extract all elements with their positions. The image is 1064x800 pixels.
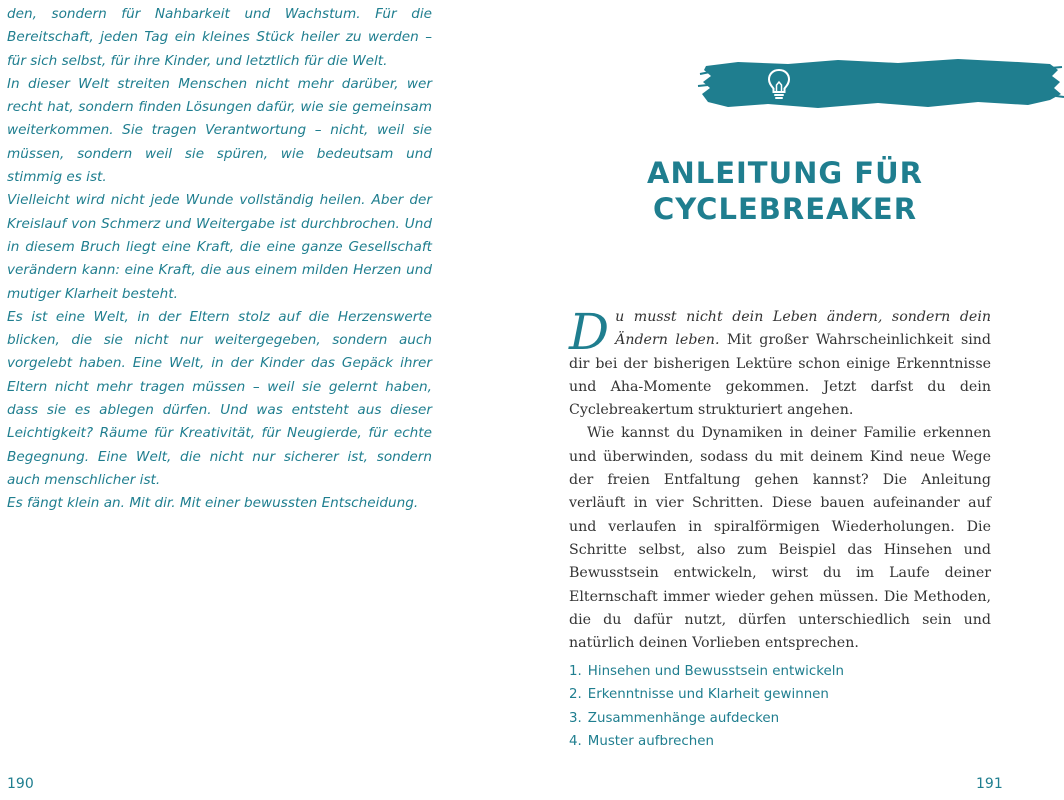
lead-text: Mit großer Wahrscheinlichkeit sind dir bei der bisherigen Lektüre schon einige Erkenntnisse und Aha-Momente gekommen. Jetzt darfst du dein Cyclebreakertum strukturiert angehen. [569,332,991,419]
left-paragraph-2: In dieser Welt streiten Menschen nicht mehr darüber, wer recht hat, sondern finden Lösungen dafür, wie sie gemeinsam weiterkommen. Sie tragen Verantwortung – nicht, weil sie müssen, sondern weil sie spüren, wie bedeutsam und stimmig es ist. [7,75,432,186]
list-item: 2. Erkenntnisse und Klarheit gewinnen [569,687,829,703]
drop-cap: D [569,303,610,361]
list-item: 3. Zusammenhänge aufdecken [569,710,780,726]
left-paragraph-5: Es fängt klein an. Mit dir. Mit einer bewussten Entscheidung. [7,495,419,512]
lead-quote: u musst nicht dein Leben ändern, sondern dein Ändern leben. [615,309,991,349]
chapter-title-line-2: CYCLEBREAKER [652,192,918,226]
lead-paragraph [569,303,991,422]
lightbulb-icon [766,68,792,100]
page-number-right: 191 [976,776,1003,792]
left-page [0,0,500,800]
left-paragraph-3: Vielleicht wird nicht jede Wunde vollständig heilen. Aber der Kreislauf von Schmerz und Weitergabe ist durchbrochen. Und in diesem Bruch liegt eine Kraft, die eine ganze Gesellschaft verändern kann: eine Kraft, die aus einem milden Herzen und mutiger Klarheit besteht. [7,192,432,302]
left-paragraph-4: Es ist eine Welt, in der Eltern stolz auf die Herzenswerte blicken, die sie nicht nur weitergegeben, sondern auch vorgelebt haben. Eine Welt, in der Kinder das Gepäck ihrer Eltern nicht mehr tragen müssen – weil sie gelernt haben, dass sie es ablegen dürfen. Und was entsteht aus dieser Leichtigkeit? Räume für Kreativität, für Neugierde, für echte Begegnung. Eine Welt, die nicht nur sicherer ist, sondern auch menschlicher ist. [7,308,432,488]
list-item: 1. Hinsehen und Bewusstsein entwickeln [569,664,844,679]
list-item: 4. Muster aufbrechen [569,733,714,749]
steps-list [569,660,844,753]
left-paragraph-1: den, sondern für Nahbarkeit und Wachstum. Für die Bereitschaft, jeden Tag ein kleines Stück heiler zu werden – für sich selbst, für ihre Kinder, und letztlich für die Welt. [7,6,432,69]
chapter-title-line-1: ANLEITUNG FÜR [647,156,923,190]
left-page-text [7,3,432,516]
body-paragraph-2: Wie kannst du Dynamiken in deiner Familie erkennen und überwinden, sodass du mit deinem Kind neue Wege der freien Entfaltung gehen kannst? Die Anleitung verläuft in vier Schritten. Diese bauen aufeinander auf und verlaufen in spiralförmigen Wiederholungen. Die Schritte selbst, also zum Beispiel das Hinsehen und Bewusstsein entwickeln, wirst du im Laufe deiner Elternschaft immer wieder gehen müssen. Die Methoden, die du dafür nutzt, dürfen unterschiedlich sein und natürlich deinen Vorlieben entsprechen. [569,425,991,652]
chapter-title [620,155,950,227]
chapter-body [569,303,991,655]
brush-stroke-banner [698,56,1064,112]
page-number-left: 190 [7,776,34,792]
